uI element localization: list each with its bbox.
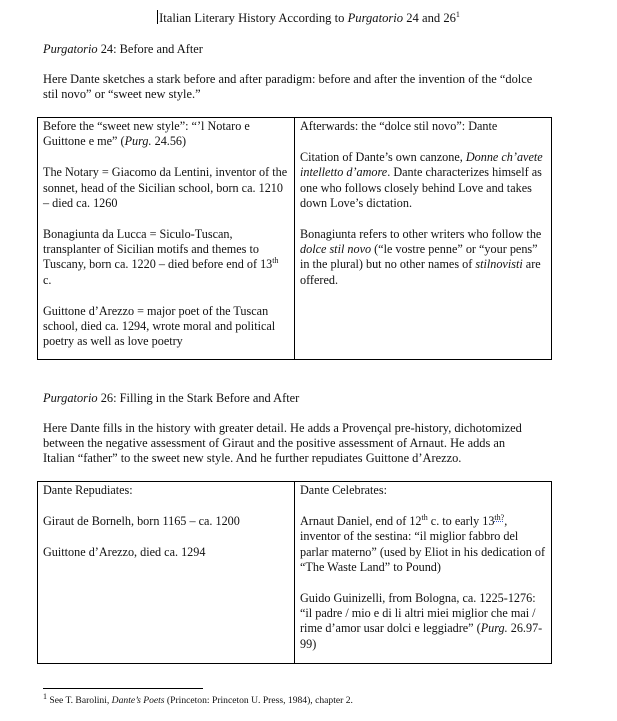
notary-entry: The Notary = Giacomo da Lentini, inventor of the sonnet, head of the Sicilian school, born ca. 1210 – died ca. 1260 xyxy=(43,165,288,210)
before-column xyxy=(38,118,295,360)
guittone-entry: Guittone d’Arezzo = major poet of the Tuscan school, died ca. 1294, wrote moral and political poetry as well as love poetry xyxy=(43,303,276,349)
guittone-entry: Guittone d’Arezzo, died ca. 1294 xyxy=(43,545,206,560)
after-column xyxy=(295,118,552,360)
repudiates-column xyxy=(38,482,295,664)
giraut-entry: Giraut de Bornelh, born 1165 – ca. 1200 xyxy=(43,514,240,529)
section-intro-purg24: Here Dante sketches a stark before and after paradigm: before and after the invention of the “dolce stil novo” or “sweet new style.” xyxy=(43,72,533,101)
section-intro-purg26: Here Dante fills in the history with greater detail. He adds a Provençal pre-history, dichotomized between the negative assessment of Giraut and the positive assessment of Arnaut. He adds an Italian “father” to the sweet new style. And he further repudiates Guittone d’Arezzo. xyxy=(43,421,522,465)
footnote-ref: 1 xyxy=(455,9,460,19)
after-header: Afterwards: the “dolce stil novo”: Dante xyxy=(300,119,498,133)
section-heading-purg24: Purgatorio 24: Before and After xyxy=(43,42,203,56)
table-purg26 xyxy=(37,481,552,664)
section-heading-purg26: Purgatorio 26: Filling in the Stark Before and After xyxy=(43,391,300,405)
page-title: Italian Literary History According to Purgatorio 24 and 26$^1$ xyxy=(159,9,460,25)
footnote-separator xyxy=(43,688,203,689)
celebrates-column xyxy=(295,482,552,664)
spellcheck-mark[interactable]: th? xyxy=(494,513,505,523)
repudiates-header: Dante Repudiates: xyxy=(43,483,133,497)
celebrates-header: Dante Celebrates: xyxy=(300,483,387,497)
footnote: $^1$ See T. Barolini, Dante’s Poets (Princeton: Princeton U. Press, 1984), chapter 2. xyxy=(43,691,353,706)
text-cursor xyxy=(157,10,158,24)
bonagiunta-entry: Bonagiunta da Lucca = Siculo-Tuscan, transplanter of Sicilian motifs and themes to Tuscany, born ca. 1220 – died before end of 13th c. xyxy=(43,227,279,287)
canzone-citation: Citation of Dante’s own canzone, Donne ch’avete intelletto d’amore. Dante characterizes himself as one who follows closely behind Love and takes down Love’s dictation. xyxy=(300,150,543,210)
table-purg24 xyxy=(37,117,552,360)
stilnovisti-note: Bonagiunta refers to other writers who follow the dolce stil novo (“le vostre penne” or “your pens” in the plural) but no other names of stilnovisti are offered. xyxy=(300,227,542,287)
before-header: Before the “sweet new style”: “’l Notaro e Guittone e me” (Purg. 24.56) xyxy=(43,119,250,149)
guinizelli-entry: Guido Guinizelli, from Bologna, ca. 1225-1276: “il padre / mio e di li altri miei miglior che mai / rime d’amor usar dolci e leggiadre” (Purg. 26.97-99) xyxy=(300,591,543,651)
arnaut-entry: Arnaut Daniel, end of 12th c. to early $13^{th?}$, inventor of the sestina: “il miglior fabbro del parlar materno” (used by Eliot in his dedication of “The Waste Land” to Pound) xyxy=(300,513,546,574)
